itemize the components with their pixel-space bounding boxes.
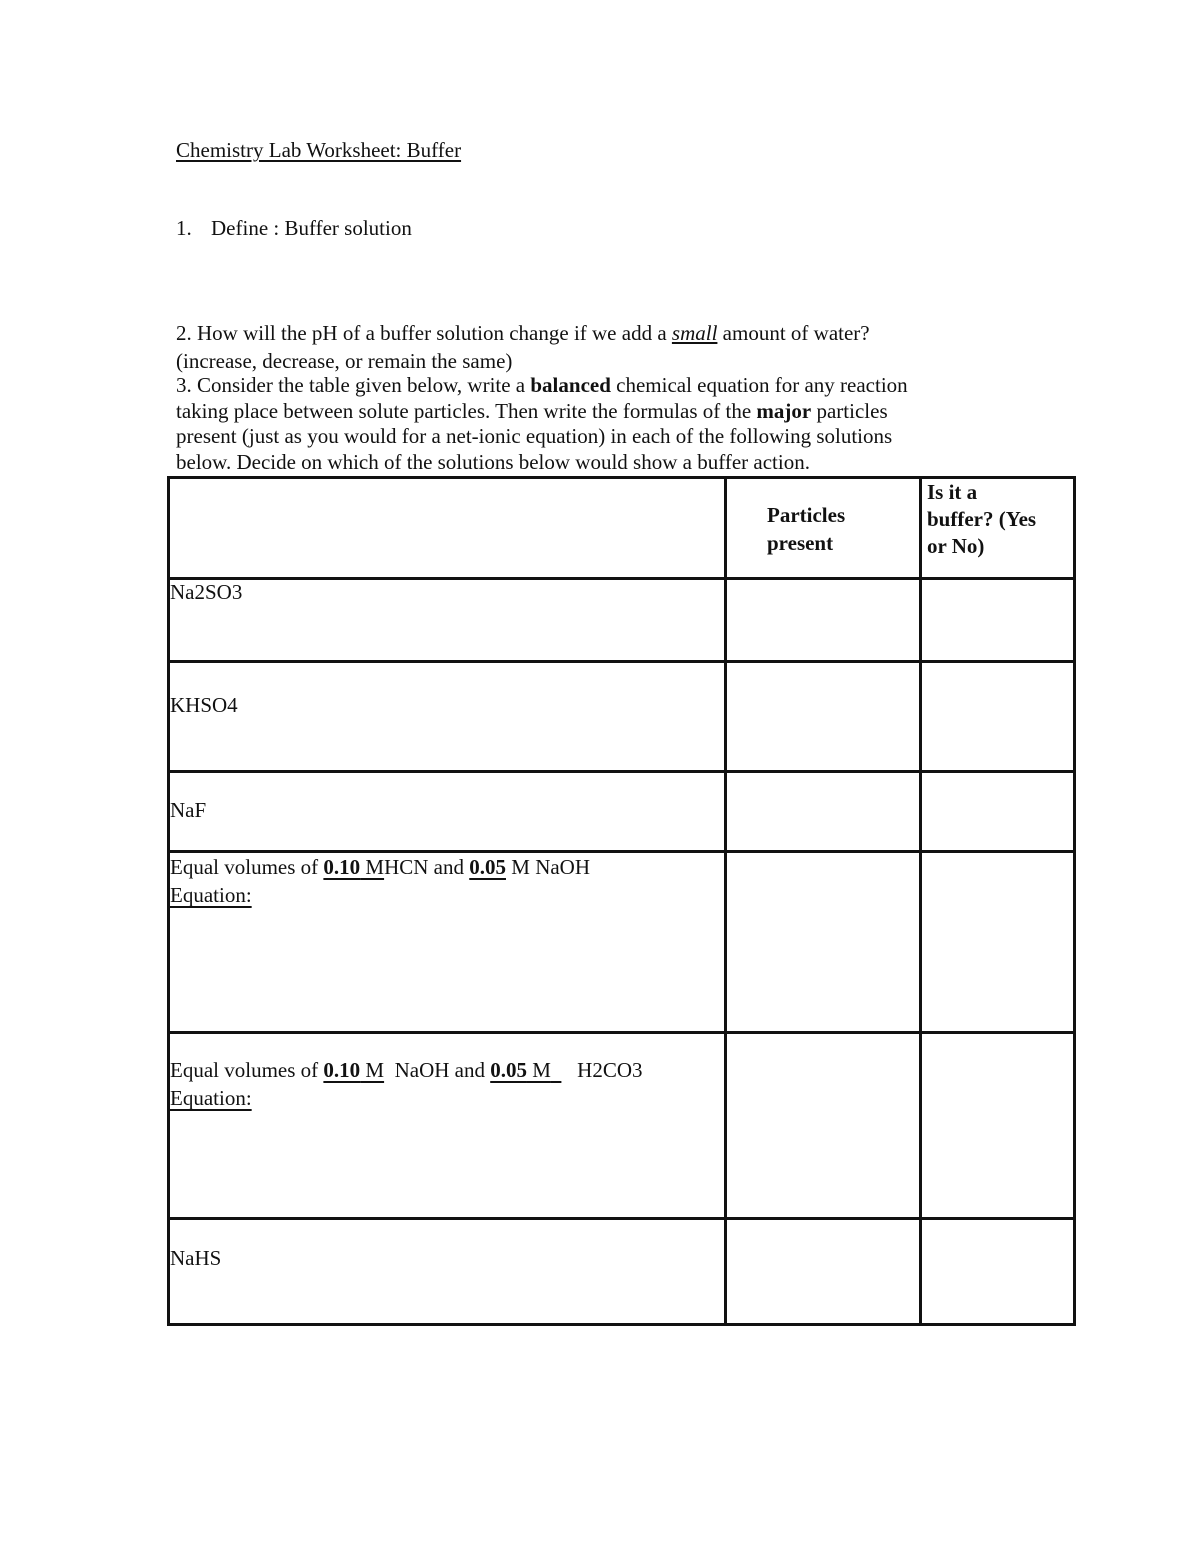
solution-cell-hcn-naoh	[169, 852, 726, 1033]
buffer-answer-cell[interactable]	[921, 579, 1075, 662]
solution-cell-naoh-h2co3	[169, 1033, 726, 1219]
header-particles-line2: present	[767, 531, 834, 555]
buffer-table	[167, 476, 1076, 1326]
particles-answer-cell[interactable]	[726, 662, 921, 772]
concentration-value: 0.05	[469, 855, 506, 879]
question-3-bold-major: major	[756, 398, 812, 423]
solution-cell-nahs: NaHS	[169, 1219, 726, 1325]
question-2-suffix: amount of water?	[717, 321, 870, 345]
question-3-part2: chemical equation for any reaction	[610, 373, 908, 397]
table-row	[169, 772, 1075, 852]
buffer-answer-cell[interactable]	[921, 662, 1075, 772]
mix-middle: HCN and	[384, 855, 470, 879]
concentration-value: 0.05	[490, 1058, 527, 1082]
buffer-answer-cell[interactable]	[921, 772, 1075, 852]
question-2-options: (increase, decrease, or remain the same)	[176, 349, 513, 373]
header-buffer-line2: buffer? (Yes	[927, 507, 1037, 531]
buffer-answer-cell[interactable]	[921, 1033, 1075, 1219]
particles-answer-cell[interactable]	[726, 1033, 921, 1219]
concentration-unit: M	[360, 1058, 385, 1082]
header-particles-present	[726, 478, 921, 579]
mix-middle: NaOH and	[384, 1058, 491, 1082]
question-3-line3: present (just as you would for a net-ionic equation) in each of the following solutions	[176, 424, 893, 448]
table-row	[169, 1219, 1075, 1325]
mix-prefix: Equal volumes of	[170, 855, 324, 879]
question-1-text: Define : Buffer solution	[211, 216, 412, 240]
concentration-h2co3	[490, 1058, 561, 1082]
question-2	[176, 319, 870, 375]
table-row	[169, 852, 1075, 1033]
header-solution-cell	[169, 478, 726, 579]
equation-label: Equation:	[170, 883, 252, 907]
table-row	[169, 662, 1075, 772]
question-3-part1: 3. Consider the table given below, write a	[176, 373, 531, 397]
header-buffer-line1: Is it a	[927, 480, 978, 504]
mix-suffix: NaOH	[529, 855, 591, 879]
concentration-unit: M	[506, 855, 530, 879]
question-3-line4: below. Decide on which of the solutions below would show a buffer action.	[176, 449, 810, 474]
concentration-naoh	[469, 855, 506, 879]
concentration-value: 0.10	[323, 855, 361, 879]
question-2-prefix: 2. How will the pH of a buffer solution change if we add a	[176, 321, 672, 345]
table-row	[169, 1033, 1075, 1219]
particles-answer-cell[interactable]	[726, 579, 921, 662]
particles-answer-cell[interactable]	[726, 852, 921, 1033]
concentration-unit: M	[526, 1058, 551, 1082]
concentration-hcn	[323, 855, 384, 879]
solution-cell-na2so3: Na2SO3	[169, 579, 726, 662]
solution-cell-khso4: KHSO4	[169, 662, 726, 772]
question-3-bold-balanced: balanced	[530, 373, 611, 397]
header-is-buffer	[921, 478, 1075, 579]
worksheet-title: Chemistry Lab Worksheet: Buffer	[176, 138, 462, 162]
table-header-row	[169, 478, 1075, 579]
mix-prefix: Equal volumes of	[170, 1058, 324, 1082]
table-row	[169, 579, 1075, 662]
question-3-line2a: taking place between solute particles. Then write the formulas of the	[176, 398, 757, 423]
buffer-answer-cell[interactable]	[921, 852, 1075, 1033]
question-1-number: 1.	[176, 216, 192, 240]
particles-answer-cell[interactable]	[726, 1219, 921, 1325]
buffer-answer-cell[interactable]	[921, 1219, 1075, 1325]
concentration-unit: M	[360, 855, 385, 879]
header-buffer-line3: or No)	[927, 534, 985, 558]
question-1	[176, 216, 412, 241]
question-3-line2b: particles	[811, 398, 888, 423]
particles-answer-cell[interactable]	[726, 772, 921, 852]
concentration-value: 0.10	[323, 1058, 361, 1082]
solution-cell-naf: NaF	[169, 772, 726, 852]
mix-suffix: H2CO3	[561, 1058, 643, 1082]
header-particles-line1: Particles	[767, 503, 846, 527]
equation-label: Equation:	[170, 1086, 252, 1110]
concentration-naoh	[323, 1058, 384, 1082]
question-3	[176, 373, 908, 475]
question-2-emphasis: small	[671, 321, 718, 345]
